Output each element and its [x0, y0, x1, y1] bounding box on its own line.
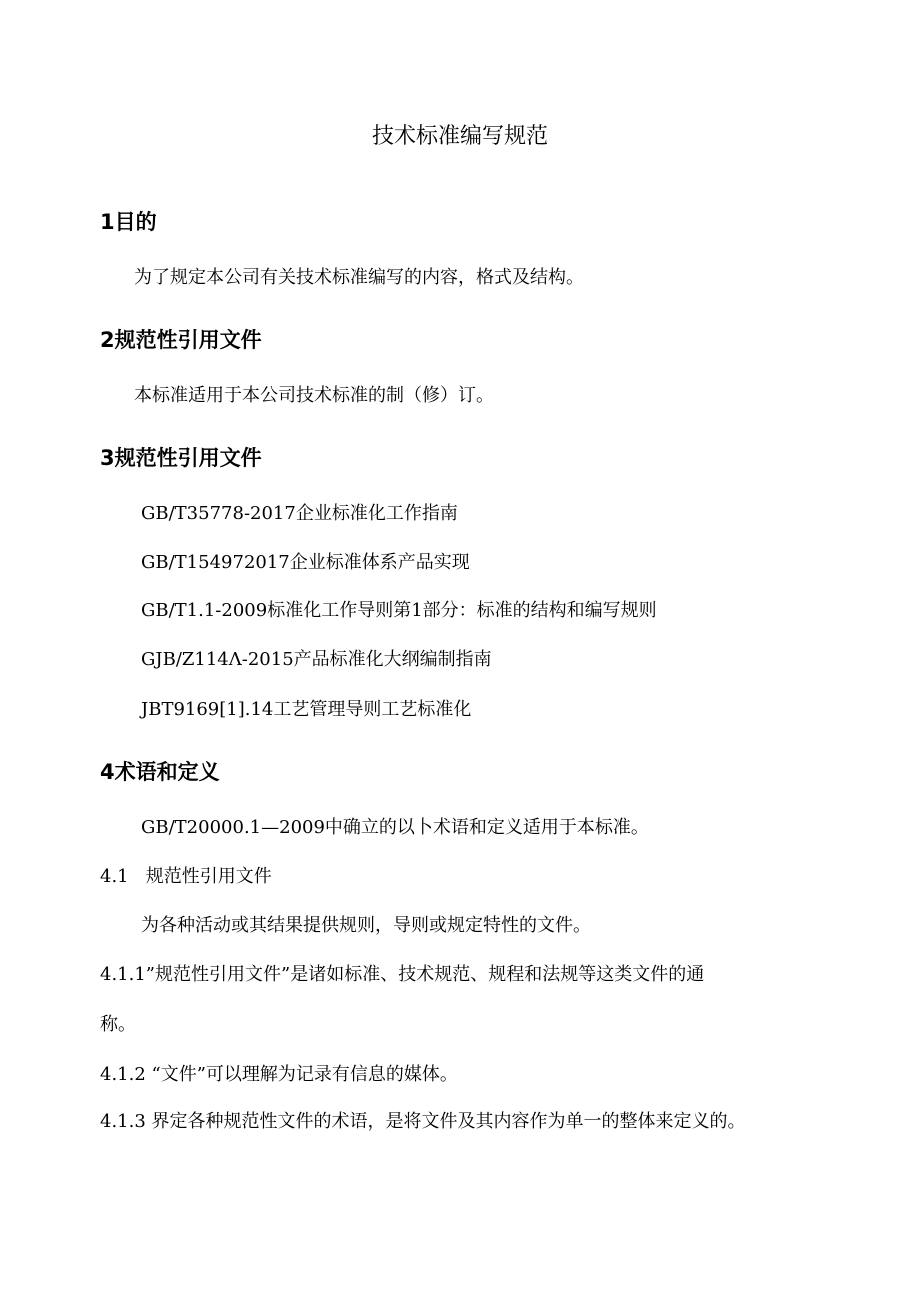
document-title: 技术标准编写规范: [371, 124, 548, 149]
item-4-1-1-line1: 4.1.1”规范性引用文件”是诸如标准、技术规范、规程和法规等这类文件的通: [100, 964, 705, 985]
reference-item: GB/T1.1-2009标准化工作导则第1部分：标准的结构和编写规则: [141, 600, 657, 621]
section-1-heading: 1目的: [100, 210, 157, 234]
section-1-text: 为了规定本公司有关技术标准编写的内容，格式及结构。: [134, 267, 584, 288]
section-2-heading: 2规范性引用文件: [100, 328, 262, 352]
subsection-4-1-text: 为各种活动或其结果提供规则，导则或规定特性的文件。: [141, 915, 591, 936]
reference-item: GB/T154972017企业标准体系产品实现: [141, 552, 470, 573]
reference-item: JBT9169[1].14工艺管理导则工艺标准化: [141, 699, 472, 720]
reference-item: GJB/Z114Λ-2015产品标准化大纲编制指南: [141, 649, 492, 670]
reference-item: GB/T35778-2017企业标准化工作指南: [141, 503, 458, 524]
section-2-text: 本标准适用于本公司技术标准的制（修）订。: [134, 385, 494, 406]
item-4-1-3: 4.1.3 界定各种规范性文件的术语，是将文件及其内容作为单一的整体来定义的。: [100, 1111, 746, 1132]
section-4-intro: GB/T20000.1—2009中确立的以卜术语和定义适用于本标准。: [141, 817, 649, 838]
item-4-1-2: 4.1.2 “文件”可以理解为记录有信息的媒体。: [100, 1064, 458, 1085]
section-4-heading: 4术语和定义: [100, 760, 220, 784]
section-3-heading: 3规范性引用文件: [100, 446, 262, 470]
subsection-4-1-heading: 4.1 规范性引用文件: [100, 866, 272, 887]
item-4-1-1-line2: 称。: [100, 1014, 136, 1035]
